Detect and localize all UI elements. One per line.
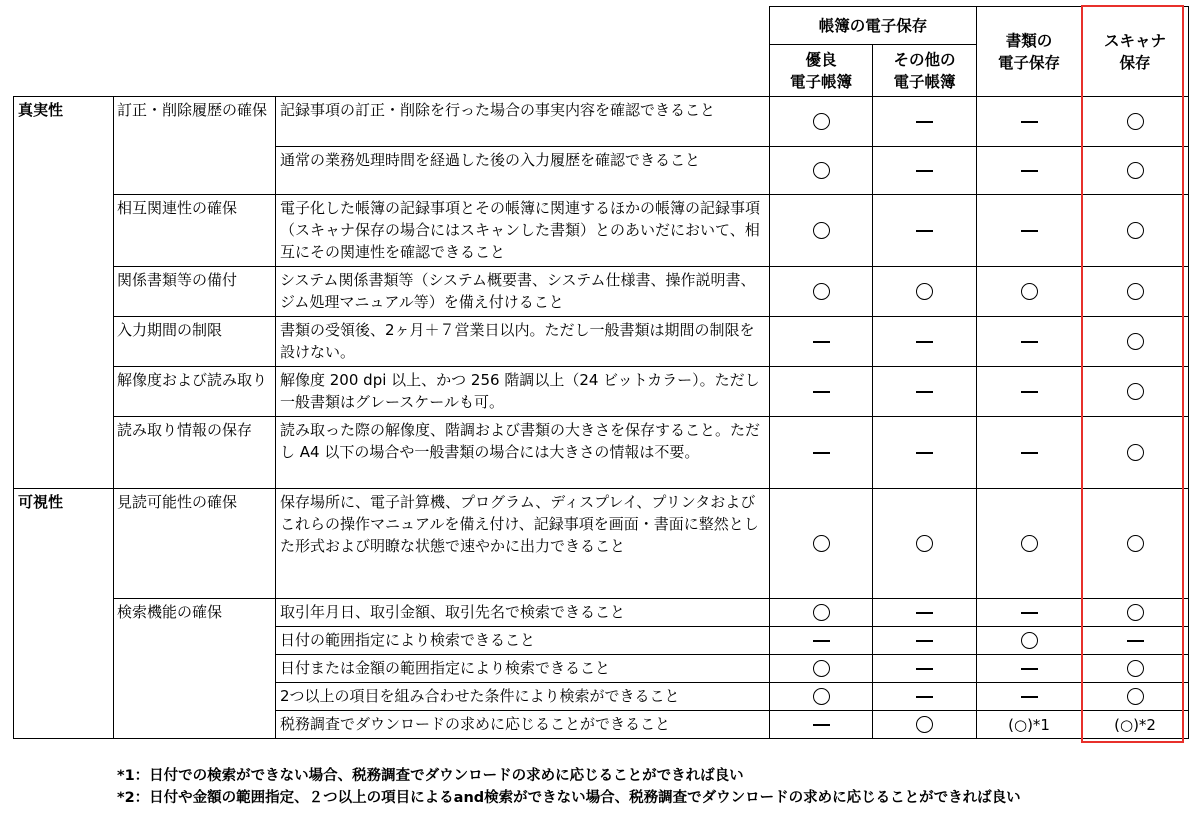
dash-mark-icon [1127,640,1144,642]
dash-mark-icon [1021,230,1038,232]
dash-mark-icon [916,391,933,393]
mark-cell-documents [977,195,1082,267]
mark-cell-documents [977,147,1082,195]
dash-mark-icon [916,341,933,343]
mark-cell-scanner [1082,97,1189,147]
mark-cell-other [873,489,977,599]
requirement-item-cell: 解像度および読み取り [114,367,276,417]
mark-cell-documents [977,317,1082,367]
conditional-mark: (○)*1 [1008,715,1050,734]
header-documents [977,7,1082,97]
circle-mark-icon [1021,535,1038,552]
requirement-description-cell: 読み取った際の解像度、階調および書類の大きさを保存すること。ただし A4 以下の場合や一般書類の場合には大きさの情報は不要。 [276,417,770,489]
header-line: 書類の [1005,31,1053,50]
mark-cell-other [873,367,977,417]
mark-cell-documents [977,683,1082,711]
mark-cell-excellent [770,367,873,417]
mark-cell-other [873,417,977,489]
mark-cell-scanner [1082,655,1189,683]
circle-mark-icon [1127,222,1144,239]
dash-mark-icon [916,121,933,123]
dash-mark-icon [813,452,830,454]
circle-mark-icon [1021,283,1038,300]
mark-cell-scanner [1082,599,1189,627]
header-scanner [1082,7,1189,97]
circle-mark-icon [1127,444,1144,461]
dash-mark-icon [916,640,933,642]
requirement-description-cell: 日付の範囲指定により検索できること [276,627,770,655]
circle-mark-icon [813,660,830,677]
circle-mark-icon [916,716,933,733]
circle-mark-icon [1127,660,1144,677]
header-blank-corner [14,7,770,97]
mark-cell-excellent [770,267,873,317]
circle-mark-icon [1127,688,1144,705]
footnote-2: *2：日付や金額の範囲指定、２つ以上の項目によるand検索ができない場合、税務調査でダウンロードの求めに応じることができれば良い [117,790,1021,806]
circle-mark-icon [813,535,830,552]
circle-mark-icon [1127,283,1144,300]
table-row [14,317,1189,367]
mark-cell-other [873,655,977,683]
circle-mark-icon [1127,113,1144,130]
dash-mark-icon [916,612,933,614]
requirement-description-cell: 税務調査でダウンロードの求めに応じることができること [276,711,770,739]
table-row [14,195,1189,267]
mark-cell-scanner [1082,367,1189,417]
requirement-item-cell: 訂正・削除履歴の確保 [114,97,276,195]
mark-cell-excellent [770,711,873,739]
mark-cell-documents [977,267,1082,317]
requirement-item-cell: 入力期間の制限 [114,317,276,367]
footnotes [117,765,1021,809]
circle-mark-icon [1127,162,1144,179]
requirement-description-cell: 通常の業務処理時間を経過した後の入力履歴を確認できること [276,147,770,195]
mark-cell-scanner [1082,417,1189,489]
requirement-description-cell: 2つ以上の項目を組み合わせた条件により検索ができること [276,683,770,711]
mark-cell-other [873,317,977,367]
dash-mark-icon [1021,668,1038,670]
requirement-description-cell: 記録事項の訂正・削除を行った場合の事実内容を確認できること [276,97,770,147]
table-row [14,417,1189,489]
mark-cell-excellent [770,97,873,147]
category-cell: 真実性 [14,97,114,489]
circle-mark-icon [813,162,830,179]
mark-cell-scanner [1082,317,1189,367]
circle-mark-icon [813,604,830,621]
dash-mark-icon [916,170,933,172]
mark-cell-documents [977,417,1082,489]
table-row [14,367,1189,417]
mark-cell-excellent [770,317,873,367]
header-line: 電子保存 [998,53,1061,72]
table-row [14,267,1189,317]
mark-cell-excellent [770,627,873,655]
header-line: スキャナ [1104,31,1167,50]
mark-cell-other [873,195,977,267]
mark-cell-other [873,683,977,711]
header-line: 電子帳簿 [790,72,853,91]
circle-mark-icon [813,688,830,705]
dash-mark-icon [916,230,933,232]
mark-cell-excellent [770,489,873,599]
mark-cell-documents [977,97,1082,147]
requirement-description-cell: 電子化した帳簿の記録事項とその帳簿に関連するほかの帳簿の記録事項（スキャナ保存の場合にはスキャンした書類）とのあいだにおいて、相互にその関連性を確認できること [276,195,770,267]
dash-mark-icon [1021,341,1038,343]
table-row [14,599,1189,627]
dash-mark-icon [1021,121,1038,123]
dash-mark-icon [1021,612,1038,614]
requirement-description-cell: 取引年月日、取引金額、取引先名で検索できること [276,599,770,627]
mark-cell-other [873,147,977,195]
header-line: 優良 [805,50,837,69]
mark-cell-other [873,599,977,627]
circle-mark-icon [916,283,933,300]
mark-cell-other [873,711,977,739]
header-line: 電子帳簿 [893,72,956,91]
table-row [14,97,1189,147]
circle-mark-icon [813,283,830,300]
requirement-description-cell: 解像度 200 dpi 以上、かつ 256 階調以上（24 ビットカラー）。ただし一般書類はグレースケールも可。 [276,367,770,417]
dash-mark-icon [916,452,933,454]
circle-mark-icon [1127,604,1144,621]
requirement-item-cell: 関係書類等の備付 [114,267,276,317]
mark-cell-scanner [1082,489,1189,599]
mark-cell-other [873,97,977,147]
mark-cell-scanner [1082,195,1189,267]
mark-cell-excellent [770,683,873,711]
dash-mark-icon [813,341,830,343]
mark-cell-excellent [770,195,873,267]
circle-mark-icon [813,113,830,130]
header-ledger-group: 帳簿の電子保存 [770,7,977,45]
header-excellent-ledger [770,45,873,97]
footnote-1: *1：日付での検索ができない場合、税務調査でダウンロードの求めに応じることができれば良い [117,768,744,784]
dash-mark-icon [813,640,830,642]
dash-mark-icon [916,668,933,670]
circle-mark-icon [1021,632,1038,649]
mark-cell-other [873,627,977,655]
dash-mark-icon [1021,391,1038,393]
mark-cell-excellent [770,147,873,195]
requirement-description-cell: システム関係書類等（システム概要書、システム仕様書、操作説明書、ジム処理マニュアル等）を備え付けること [276,267,770,317]
mark-cell-scanner [1082,627,1189,655]
requirement-description-cell: 保存場所に、電子計算機、プログラム、ディスプレイ、プリンタおよびこれらの操作マニュアルを備え付け、記録事項を画面・書面に整然とした形式および明瞭な状態で速やかに出力できること [276,489,770,599]
dash-mark-icon [916,696,933,698]
circle-mark-icon [916,535,933,552]
mark-cell-scanner [1082,683,1189,711]
mark-cell-other [873,267,977,317]
mark-cell-documents [977,711,1082,739]
mark-cell-documents [977,599,1082,627]
requirements-table [13,6,1189,739]
mark-cell-scanner [1082,267,1189,317]
requirement-item-cell: 検索機能の確保 [114,599,276,739]
circle-mark-icon [1127,535,1144,552]
mark-cell-documents [977,367,1082,417]
mark-cell-documents [977,627,1082,655]
table-row [14,489,1189,599]
dash-mark-icon [813,391,830,393]
requirement-item-cell: 見読可能性の確保 [114,489,276,599]
dash-mark-icon [1021,452,1038,454]
circle-mark-icon [1127,333,1144,350]
dash-mark-icon [1021,170,1038,172]
category-cell: 可視性 [14,489,114,739]
mark-cell-excellent [770,655,873,683]
mark-cell-scanner [1082,711,1189,739]
header-line: その他の [893,50,956,69]
requirement-description-cell: 書類の受領後、2ヶ月＋７営業日以内。ただし一般書類は期間の制限を設けない。 [276,317,770,367]
mark-cell-excellent [770,599,873,627]
requirement-item-cell: 相互関連性の確保 [114,195,276,267]
requirement-description-cell: 日付または金額の範囲指定により検索できること [276,655,770,683]
mark-cell-documents [977,489,1082,599]
header-line: 保存 [1119,53,1151,72]
dash-mark-icon [1021,696,1038,698]
mark-cell-documents [977,655,1082,683]
requirement-item-cell: 読み取り情報の保存 [114,417,276,489]
mark-cell-excellent [770,417,873,489]
header-other-ledger [873,45,977,97]
circle-mark-icon [1127,383,1144,400]
dash-mark-icon [813,724,830,726]
conditional-mark: (○)*2 [1114,715,1156,734]
circle-mark-icon [813,222,830,239]
mark-cell-scanner [1082,147,1189,195]
